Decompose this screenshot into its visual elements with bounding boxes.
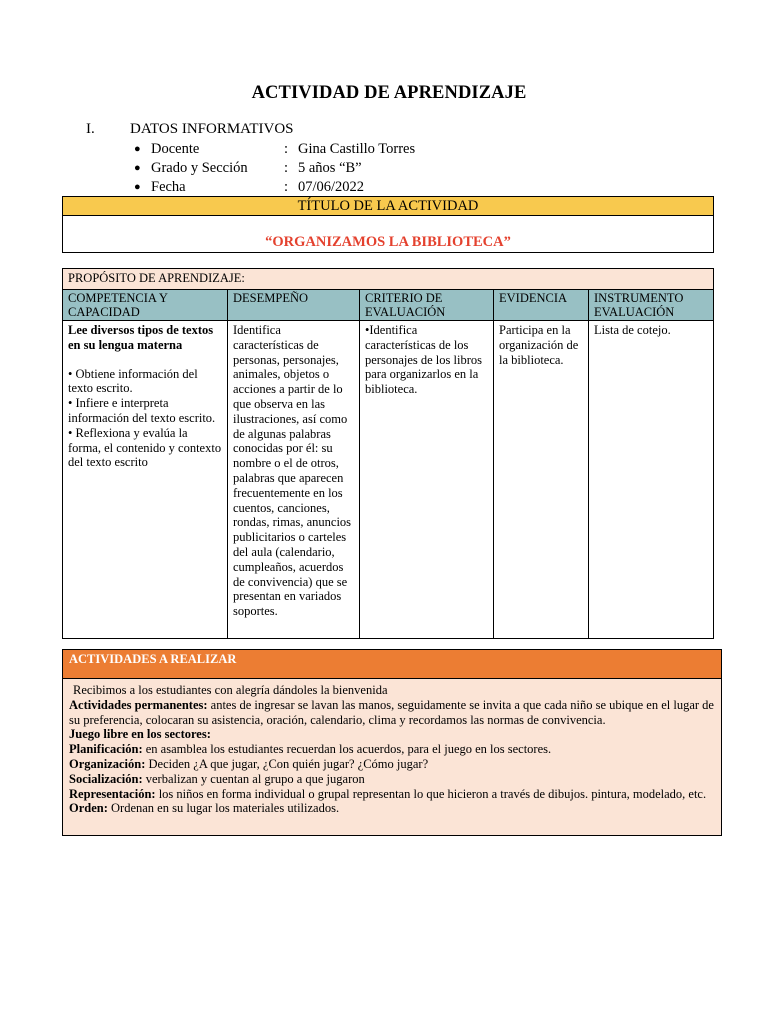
- activities-header: ACTIVIDADES A REALIZAR: [63, 650, 721, 679]
- activity-item: Representación: los niños en forma individual o grupal representan lo que hicieron a través de dibujos. pintura, modelado, etc.: [69, 786, 707, 801]
- info-item-grado: ● Grado y Sección : 5 años “B”: [134, 160, 362, 176]
- activity-title-header: TÍTULO DE LA ACTIVIDAD: [63, 197, 713, 216]
- bullet-icon: ●: [134, 181, 141, 193]
- activity-item: Juego libre en los sectores:: [69, 727, 211, 742]
- bullet-icon: ●: [134, 162, 141, 174]
- activity-item: Socialización: verbalizan y cuentan al grupo a que jugaron: [69, 771, 365, 786]
- competencia-title: Lee diversos tipos de textos en su lengua materna: [68, 323, 214, 352]
- info-key: Grado y Sección: [151, 160, 248, 176]
- info-key: Fecha: [151, 179, 186, 195]
- info-value: Gina Castillo Torres: [298, 141, 416, 157]
- activity-item: Organización: Deciden ¿A que jugar, ¿Con quién jugar? ¿Cómo jugar?: [69, 756, 429, 771]
- info-item-docente: ● Docente : Gina Castillo Torres: [134, 141, 416, 157]
- section-number: I.: [86, 121, 95, 137]
- header-criterio: CRITERIO DE EVALUACIÓN: [360, 290, 494, 321]
- cell-instrumento: Lista de cotejo.: [589, 321, 714, 639]
- header-evidencia: EVIDENCIA: [494, 290, 589, 321]
- purpose-table: [62, 268, 714, 639]
- activity-item: Planificación: en asamblea los estudiantes recuerdan los acuerdos, para el juego en los sectores.: [69, 742, 552, 757]
- purpose-title: PROPÓSITO DE APRENDIZAJE:: [63, 269, 714, 290]
- info-value: 07/06/2022: [298, 179, 365, 195]
- activity-name: “ORGANIZAMOS LA BIBLIOTECA”: [265, 234, 511, 250]
- header-competencia: COMPETENCIA Y CAPACIDAD: [63, 290, 228, 321]
- bullet-icon: ●: [134, 143, 141, 155]
- activity-item: Actividades permanentes: antes de ingresar se lavan las manos, seguidamente se invita a que cada niño se ubique en el lugar de su preferencia, colocaran su asistencia, oración, calendario, clima y recordamos las normas de convivencia.: [69, 697, 714, 727]
- info-item-fecha: ● Fecha : 07/06/2022: [134, 179, 365, 195]
- activity-title-box: [62, 196, 714, 253]
- info-key: Docente: [151, 141, 200, 157]
- section-heading: [86, 121, 294, 138]
- page-title: ACTIVIDAD DE APRENDIZAJE: [251, 83, 527, 103]
- cell-competencia: [63, 321, 228, 639]
- capacidad-item: • Reflexiona y evalúa la forma, el contenido y contexto del texto escrito: [68, 425, 222, 470]
- info-value: 5 años “B”: [298, 160, 362, 176]
- activities-box: [62, 649, 722, 836]
- cell-criterio: •Identifica características de los personajes de los libros para organizarlos en la biblioteca.: [360, 321, 494, 639]
- activity-item: Orden: Ordenan en su lugar los materiales utilizados.: [69, 801, 340, 816]
- activities-intro: Recibimos a los estudiantes con alegría dándoles la bienvenida: [73, 683, 388, 697]
- header-instrumento: INSTRUMENTO EVALUACIÓN: [589, 290, 714, 321]
- activities-body: [63, 679, 721, 816]
- capacidad-item: • Infiere e interpreta información del texto escrito.: [68, 396, 216, 425]
- info-list: [134, 140, 415, 197]
- header-desempeno: DESEMPEÑO: [228, 290, 360, 321]
- section-label: DATOS INFORMATIVOS: [130, 121, 294, 137]
- cell-evidencia: Participa en la organización de la biblioteca.: [494, 321, 589, 639]
- cell-desempeno: Identifica características de personas, personajes, animales, objetos o acciones a partir de lo que observa en las ilustraciones, así como de algunas palabras conocidas por él: su nombre o el de otros, palabras que aparecen frecuentemente en los cuentos, canciones, rondas, rimas, anuncios publicitarios o carteles del aula (calendario, cumpleaños, acuerdos de convivencia) que se presentan en variados soportes.: [228, 321, 360, 639]
- capacidad-item: • Obtiene información del texto escrito.: [68, 366, 198, 396]
